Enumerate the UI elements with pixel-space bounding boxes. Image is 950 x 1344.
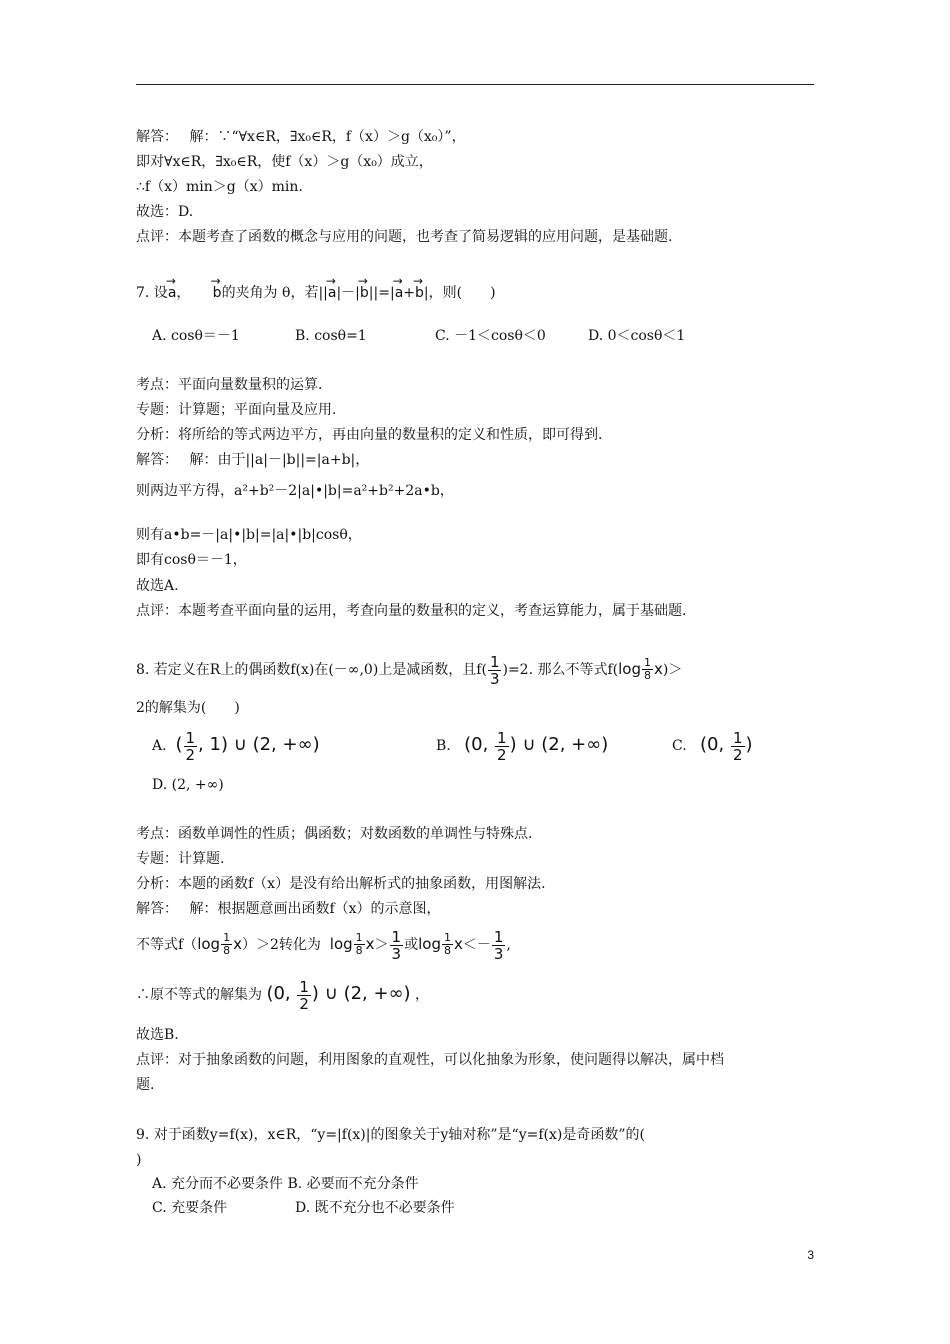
denominator: 2 xyxy=(497,745,507,764)
q8-fenxi: 分析：本题的函数f（x）是没有给出解析式的抽象函数，用图解法. xyxy=(136,876,546,892)
numerator: 1 xyxy=(644,656,652,669)
q9-option-d: D. 既不充分也不必要条件 xyxy=(295,1200,455,1216)
log-base-fraction xyxy=(642,657,653,682)
log-base-fraction xyxy=(354,932,365,957)
q7-stem xyxy=(136,276,496,302)
vector-a: → a xyxy=(328,276,337,302)
q8-stem-text: 8. 若定义在R上的偶函数f(x)在(－∞,0)上是减函数，且f( xyxy=(136,662,487,678)
log-base-fraction xyxy=(442,932,453,957)
q8-inequality-step xyxy=(136,924,511,965)
step-text: ∴原不等式的解集为 xyxy=(136,987,262,1003)
option-text: ) xyxy=(745,734,753,755)
q8-jieda: 解答： 解：根据题意画出函数f（x）的示意图， xyxy=(136,901,441,917)
fraction-one-half xyxy=(297,979,311,1012)
log-base-fraction xyxy=(221,932,232,957)
numerator: 1 xyxy=(299,977,309,996)
step-text: ＞ xyxy=(374,937,389,953)
log-expression xyxy=(418,931,463,957)
q7-option-b: B. cosθ=1 xyxy=(295,328,367,344)
log-expression xyxy=(197,931,242,957)
denominator: 8 xyxy=(443,944,451,957)
q7-option-c: C. －1＜cosθ＜0 xyxy=(435,328,546,344)
q8-zhuanti: 专题：计算题. xyxy=(136,851,225,867)
log-label: log xyxy=(418,935,441,953)
denominator: 2 xyxy=(732,745,743,764)
q6-comment: 点评：本题考查了函数的概念与应用的问题，也考查了简易逻辑的应用问题，是基础题. xyxy=(136,229,673,245)
step-text: , xyxy=(506,937,511,953)
q7-fenxi: 分析：将所给的等式两边平方，再由向量的数量积的定义和性质，即可得到. xyxy=(136,427,603,443)
vector-a: → a xyxy=(395,276,404,302)
q6-answer: 故选：D. xyxy=(136,204,194,220)
q7-cos-step: 即有cosθ＝－1， xyxy=(136,552,247,568)
option-text: (0, xyxy=(700,734,730,755)
denominator: 8 xyxy=(644,669,652,682)
q9-stem-line1: 9. 对于函数y=f(x)，x∈R，“y=|f(x)|的图象关于y轴对称”是“y=f(x)是奇函数”的( xyxy=(136,1127,645,1143)
fraction-one-third xyxy=(492,929,506,962)
denominator: 8 xyxy=(355,944,363,957)
numerator: 1 xyxy=(185,728,196,747)
q6-solution-line1: 解答： 解：∵“∀x∈R，∃x₀∈R，f（x）＞g（x₀）”， xyxy=(136,129,466,145)
step-text: ＜－ xyxy=(462,937,491,953)
log-arg: x xyxy=(233,935,242,953)
fraction-one-half xyxy=(495,730,509,763)
denominator: 3 xyxy=(391,944,402,963)
denominator: 3 xyxy=(489,669,500,688)
q7-square-step: 则两边平方得，a²+b²－2|a|•|b|=a²+b²+2a•b， xyxy=(136,483,454,499)
q7-stem-minus: |－| xyxy=(336,285,360,301)
q8-stem-text3: )＞ xyxy=(662,662,683,678)
q7-zhuanti: 专题：计算题；平面向量及应用. xyxy=(136,402,337,418)
q7-stem-angle: 的夹角为 θ，若|| xyxy=(221,285,328,301)
numerator: 1 xyxy=(732,728,743,747)
vector-b: → b xyxy=(415,276,424,302)
option-text: ) ∪ (2, +∞) xyxy=(509,734,609,755)
q7-stem-eq: ||=| xyxy=(368,285,395,301)
q6-solution-line2: 即对∀x∈R，∃x₀∈R，使f（x）＞g（x₀）成立， xyxy=(136,154,433,170)
numerator: 1 xyxy=(489,652,500,671)
q8-comment-line2: 题. xyxy=(136,1077,155,1093)
q8-solution-set xyxy=(136,976,429,1013)
interval-text: ) ∪ (2, +∞) xyxy=(311,983,411,1004)
q7-stem-text: 7. 设 xyxy=(136,285,168,301)
header-rule xyxy=(136,84,814,85)
q6-solution-line3: ∴f（x）min＞g（x）min. xyxy=(136,179,303,195)
fraction-one-half xyxy=(184,730,198,763)
q8-option-b xyxy=(436,728,608,763)
q9-stem-line2: ) xyxy=(136,1152,142,1168)
q7-comment: 点评：本题考查平面向量的运用，考查向量的数量积的定义，考查运算能力，属于基础题. xyxy=(136,603,687,619)
log-expression xyxy=(618,656,663,682)
q8-answer: 故选B. xyxy=(136,1027,179,1043)
q8-stem-line1 xyxy=(136,652,682,687)
q8-option-d: D. (2, +∞) xyxy=(152,777,224,793)
vector-a: → a xyxy=(168,276,177,302)
q8-kaodian: 考点：函数单调性的性质；偶函数；对数函数的单调性与特殊点. xyxy=(136,826,533,842)
option-label: C. xyxy=(672,738,687,754)
vector-b: → b xyxy=(360,276,369,302)
option-label: B. xyxy=(436,738,451,754)
q7-answer: 故选A. xyxy=(136,578,179,594)
log-label: log xyxy=(197,935,221,953)
fraction-one-third xyxy=(390,929,404,962)
step-text: 或 xyxy=(404,937,419,953)
numerator: 1 xyxy=(443,931,451,944)
fraction-one-third xyxy=(488,654,502,687)
denominator: 8 xyxy=(223,944,231,957)
denominator: 3 xyxy=(493,944,504,963)
step-text: 不等式f（ xyxy=(136,937,198,953)
q7-stem-comma: ， xyxy=(176,285,191,301)
q8-stem-text2: )=2. 那么不等式f( xyxy=(502,662,619,678)
step-text: ）＞2转化为 xyxy=(241,937,321,953)
numerator: 1 xyxy=(497,728,507,747)
log-arg: x xyxy=(365,935,375,953)
page-number: 3 xyxy=(807,1248,814,1262)
q7-dot-step: 则有a•b=－|a|•|b|=|a|•|b|cosθ， xyxy=(136,527,362,543)
log-arg: x xyxy=(453,935,463,953)
log-label: log xyxy=(618,660,642,678)
numerator: 1 xyxy=(355,931,363,944)
q7-kaodian: 考点：平面向量数量积的运算. xyxy=(136,377,323,393)
option-text: (0, xyxy=(464,734,495,755)
q9-option-c: C. 充要条件 xyxy=(152,1200,228,1216)
q8-stem-line2: 2的解集为( ) xyxy=(136,700,240,716)
denominator: 2 xyxy=(185,745,196,764)
option-text: ( xyxy=(175,734,183,755)
option-text: , 1) ∪ (2, +∞) xyxy=(198,734,320,755)
q9-options-ab: A. 充分而不必要条件 B. 必要而不充分条件 xyxy=(152,1176,419,1192)
q7-option-d: D. 0＜cosθ＜1 xyxy=(588,328,686,344)
q7-stem-end: |，则( ) xyxy=(423,285,496,301)
q8-comment-line1: 点评：对于抽象函数的问题，利用图象的直观性，可以化抽象为形象，使问题得以解决，属中档 xyxy=(136,1052,724,1068)
numerator: 1 xyxy=(391,927,402,946)
q7-stem-plus: + xyxy=(403,285,416,301)
step-text: ， xyxy=(415,987,430,1003)
q8-option-a xyxy=(152,728,320,763)
log-label: log xyxy=(329,935,353,953)
q7-option-a: A. cosθ＝－1 xyxy=(152,328,240,344)
fraction-one-half xyxy=(731,730,745,763)
interval-text: (0, xyxy=(266,983,297,1004)
numerator: 1 xyxy=(223,931,231,944)
denominator: 2 xyxy=(299,994,309,1013)
log-arg: x xyxy=(654,660,663,678)
vector-b: → b xyxy=(213,276,222,302)
q8-option-c xyxy=(672,728,753,763)
log-expression xyxy=(329,931,375,957)
option-label: A. xyxy=(152,738,167,754)
numerator: 1 xyxy=(493,927,504,946)
q7-jieda: 解答： 解：由于||a|－|b||=|a+b|， xyxy=(136,452,370,468)
